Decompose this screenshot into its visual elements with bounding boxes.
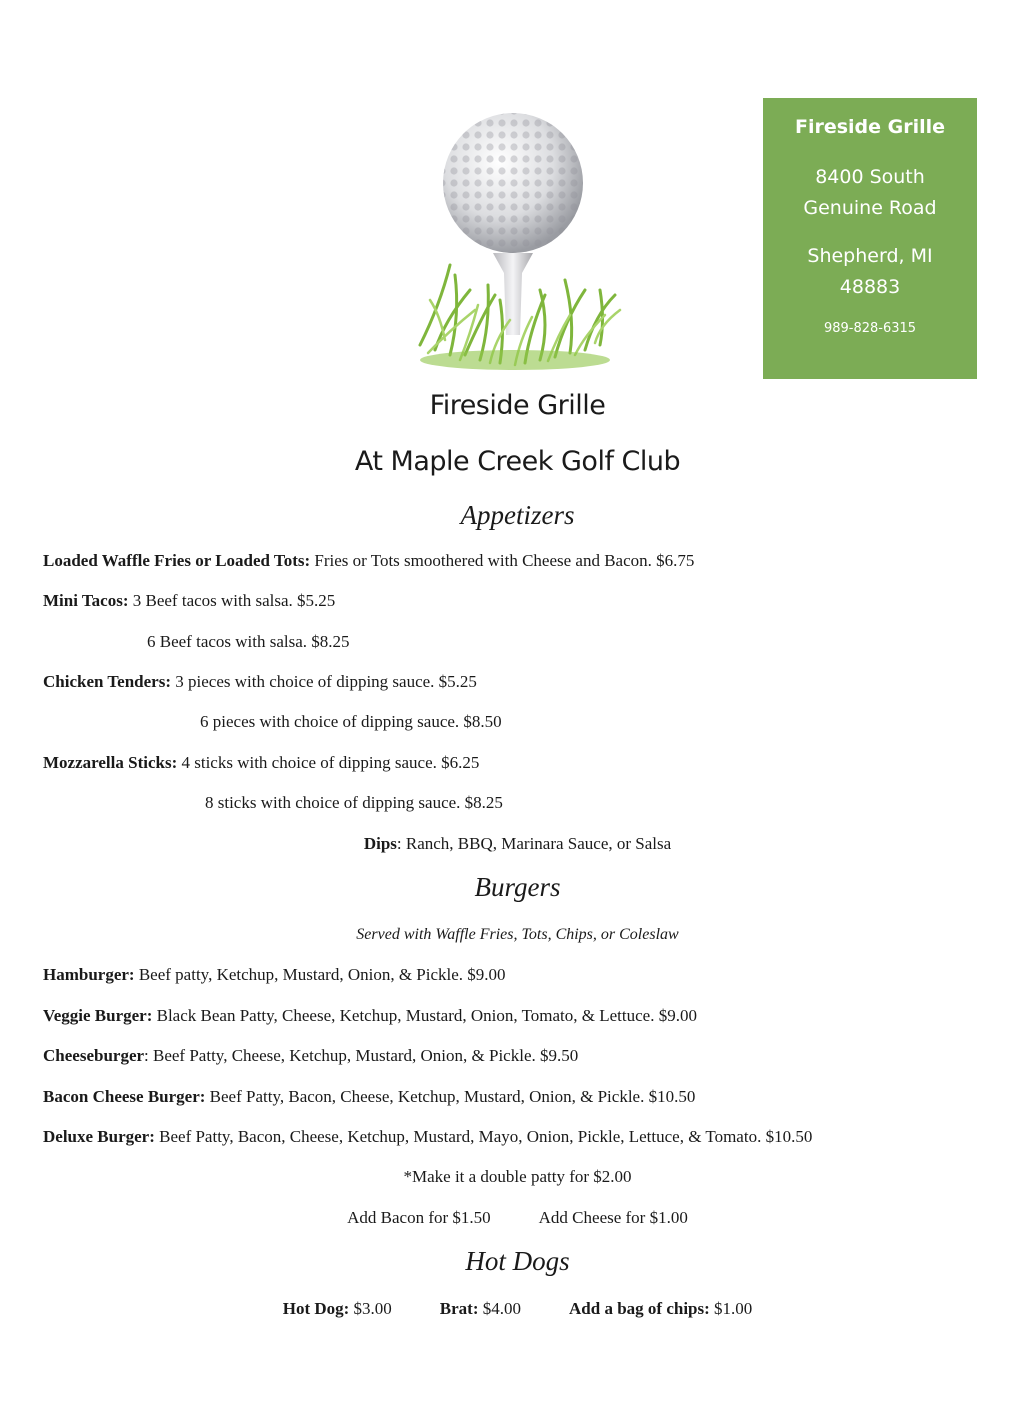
item-name: Cheeseburger: [43, 1046, 145, 1065]
hot-dogs-line: [0, 1299, 1035, 1319]
hot-dog-price: $3.00: [349, 1299, 392, 1318]
page-title: Fireside Grille: [429, 390, 606, 421]
item-desc: 4 sticks with choice of dipping sauce. $6.25: [177, 753, 480, 772]
menu-item-mini-tacos: [43, 591, 335, 611]
dips-options: : Ranch, BBQ, Marinara Sauce, or Salsa: [396, 834, 672, 853]
menu-item-chicken-tenders: [43, 672, 477, 692]
menu-item-waffle-fries: [43, 551, 694, 571]
dips-line: [0, 834, 1035, 854]
item-name: Chicken Tenders:: [43, 672, 171, 691]
item-desc: Beef Patty, Bacon, Cheese, Ketchup, Mustard, Mayo, Onion, Pickle, Lettuce, & Tomato. $10.50: [154, 1127, 813, 1146]
item-name: Mozzarella Sticks:: [43, 753, 178, 772]
menu-item-bacon-cheese-burger: [43, 1087, 695, 1107]
item-name: Mini Tacos:: [43, 591, 129, 610]
brat-name: Brat:: [439, 1299, 479, 1318]
item-name: Deluxe Burger:: [43, 1127, 155, 1146]
dips-label: Dips: [363, 834, 397, 853]
menu-item-mozzarella-sticks: [43, 753, 479, 773]
menu-item-hamburger: [43, 965, 506, 985]
item-desc: : Beef Patty, Cheese, Ketchup, Mustard, Onion, & Pickle. $9.50: [144, 1046, 579, 1065]
add-bacon: Add Bacon for $1.50: [347, 1208, 491, 1227]
double-patty-note: *Make it a double patty for $2.00: [403, 1167, 632, 1186]
item-desc: Fries or Tots smoothered with Cheese and Bacon. $6.75: [310, 551, 695, 570]
item-name: Loaded Waffle Fries or Loaded Tots:: [43, 551, 311, 570]
menu-item-deluxe-burger: [43, 1127, 812, 1147]
info-phone: 989-828-6315: [823, 321, 917, 336]
add-ons-line: [0, 1208, 1035, 1228]
menu-item-chicken-tenders-alt: 6 pieces with choice of dipping sauce. $8.50: [200, 712, 502, 731]
item-desc: Beef patty, Ketchup, Mustard, Onion, & Pickle. $9.00: [134, 965, 506, 984]
info-address: 8400 South Genuine Road: [803, 166, 937, 219]
item-desc: 3 Beef tacos with salsa. $5.25: [128, 591, 336, 610]
item-name: Hamburger:: [43, 965, 135, 984]
item-name: Veggie Burger:: [43, 1006, 153, 1025]
golf-ball-logo: [400, 105, 630, 375]
appetizers-heading: Appetizers: [460, 500, 575, 530]
menu-item-mozzarella-sticks-alt: 8 sticks with choice of dipping sauce. $8.25: [205, 793, 503, 812]
burgers-heading: Burgers: [474, 872, 561, 902]
menu-item-veggie-burger: [43, 1006, 697, 1026]
item-name: Bacon Cheese Burger:: [43, 1087, 206, 1106]
info-restaurant-name: Fireside Grille: [794, 116, 946, 138]
burgers-served-note: Served with Waffle Fries, Tots, Chips, or Coleslaw: [356, 926, 679, 943]
page-subtitle: At Maple Creek Golf Club: [354, 446, 681, 477]
hot-dog-name: Hot Dog:: [282, 1299, 350, 1318]
menu-item-cheeseburger: [43, 1046, 578, 1066]
chips-name: Add a bag of chips:: [569, 1299, 710, 1318]
item-desc: Black Bean Patty, Cheese, Ketchup, Mustard, Onion, Tomato, & Lettuce. $9.00: [152, 1006, 697, 1025]
add-cheese: Add Cheese for $1.00: [538, 1208, 688, 1227]
item-desc: Beef Patty, Bacon, Cheese, Ketchup, Mustard, Onion, & Pickle. $10.50: [205, 1087, 696, 1106]
info-city: Shepherd, MI 48883: [807, 245, 933, 298]
hot-dogs-heading: Hot Dogs: [465, 1246, 570, 1276]
contact-info-box: [763, 98, 977, 379]
brat-price: $4.00: [478, 1299, 522, 1318]
menu-item-mini-tacos-alt: 6 Beef tacos with salsa. $8.25: [147, 632, 350, 651]
item-desc: 3 pieces with choice of dipping sauce. $5.25: [171, 672, 477, 691]
chips-price: $1.00: [709, 1299, 753, 1318]
